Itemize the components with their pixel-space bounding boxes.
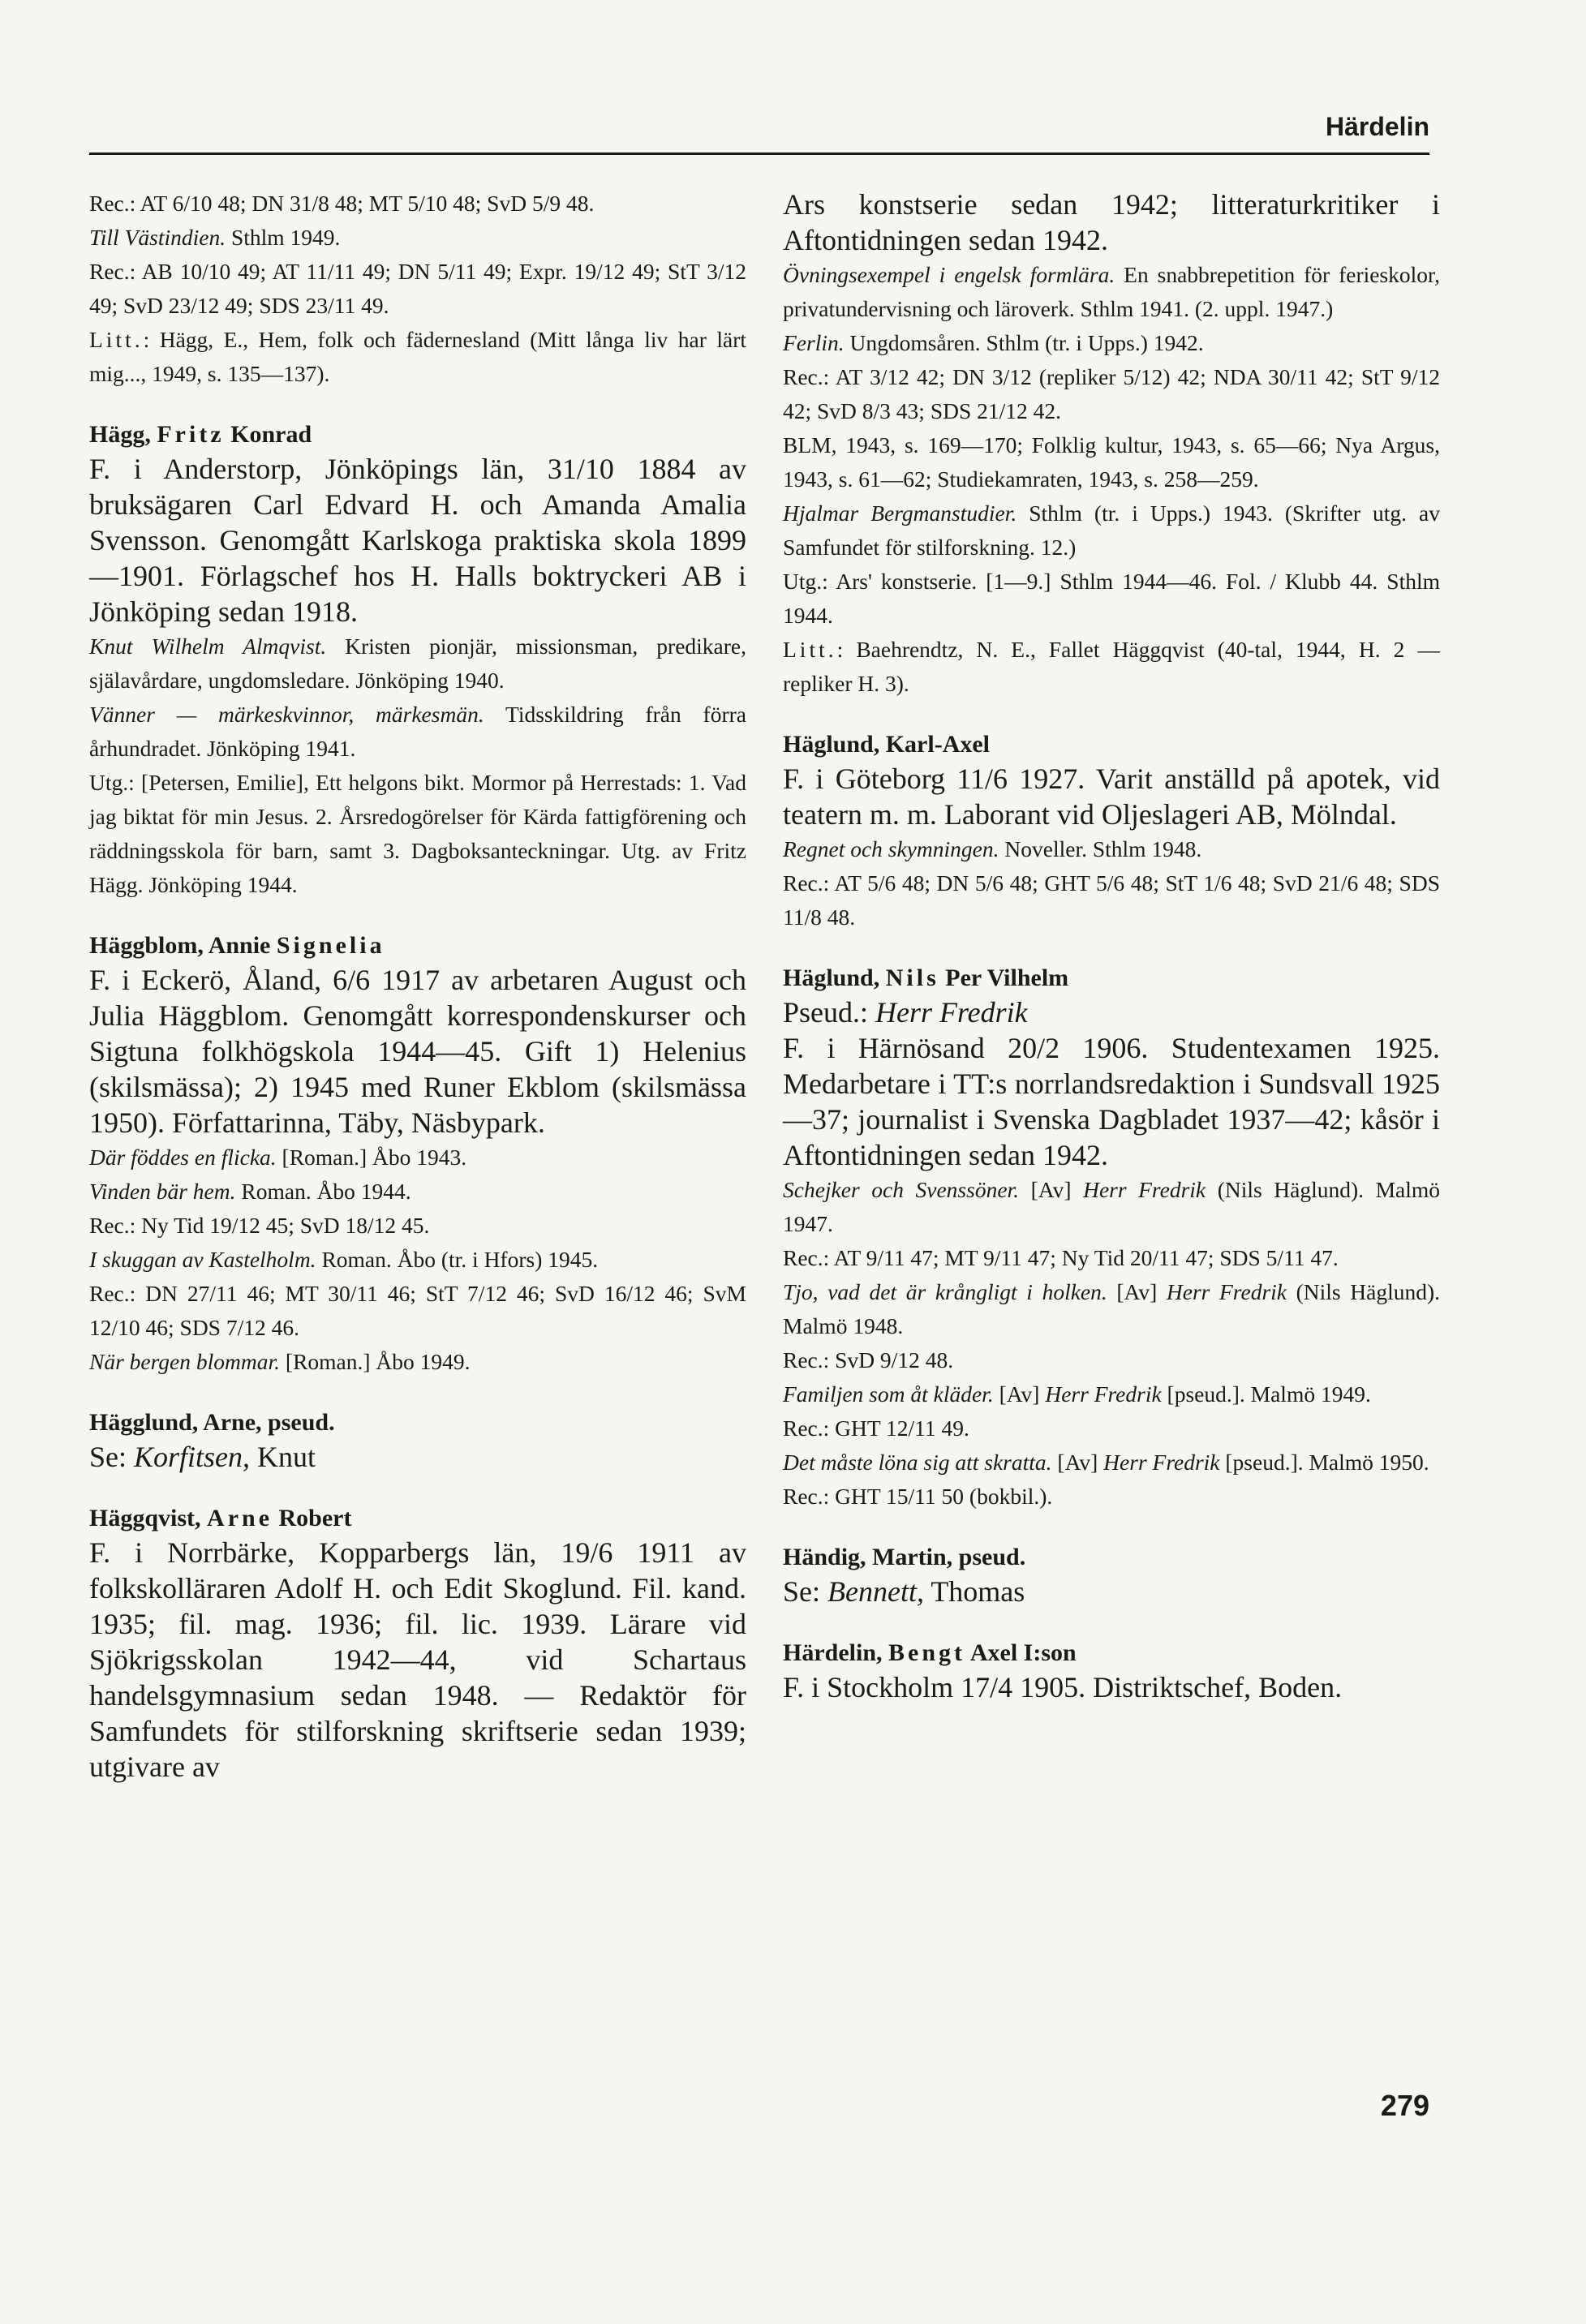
header-rule (89, 152, 1429, 155)
work-line: Tjo, vad det är krångligt i holken. [Av] Herr Fredrik (Nils Häglund). Malmö 1948. (783, 1279, 1440, 1338)
work-line: Övningsexempel i engelsk formlära. En snabbrepetition för ferieskolor, privatundervisning och läroverk. Sthlm 1941. (2. uppl. 1947.) (783, 262, 1440, 321)
entry-heading: Häglund, Karl-Axel (783, 731, 991, 758)
review-line: Rec.: SvD 9/12 48. (783, 1347, 954, 1372)
entry-haggblom-annie (89, 930, 746, 1379)
review-line: BLM, 1943, s. 169—170; Folklig kultur, 1943, s. 65—66; Nya Argus, 1943, s. 61—62; Studiekamraten, 1943, s. 258—259. (783, 432, 1440, 492)
entry-heading: Hägg, Fritz Konrad (89, 421, 312, 448)
see-reference: Se: Korfitsen, Knut (89, 1441, 316, 1473)
work-line: Hjalmar Bergmanstudier. Sthlm (tr. i Upps.) 1943. (Skrifter utg. av Samfundet för stilforskning. 12.) (783, 500, 1440, 560)
review-line: Rec.: Ny Tid 19/12 45; SvD 18/12 45. (89, 1213, 430, 1238)
biography: F. i Norrbärke, Kopparbergs län, 19/6 1911 av folkskolläraren Adolf H. och Edit Skoglund. Fil. kand. 1935; fil. mag. 1936; fil. lic. 1939. Lärare vid Sjökrigsskolan 1942—44, vid Schartaus handelsgymnasium sedan 1948. — Redaktör för Samfundets för stilforskning skriftserie sedan 1939; utgivare av (89, 1536, 746, 1783)
entry-heading: Händig, Martin, pseud. (783, 1544, 1026, 1570)
entry-heading: Härdelin, Bengt Axel I:son (783, 1639, 1077, 1666)
work-line: Vinden bär hem. Roman. Åbo 1944. (89, 1179, 411, 1204)
see-reference: Se: Bennett, Thomas (783, 1575, 1025, 1608)
entry-continued-top (89, 187, 746, 391)
work-line: När bergen blommar. [Roman.] Åbo 1949. (89, 1349, 471, 1374)
review-line: Rec.: GHT 12/11 49. (783, 1415, 969, 1441)
page-number: 279 (1380, 2089, 1429, 2122)
review-line: Rec.: AT 6/10 48; DN 31/8 48; MT 5/10 48; SvD 5/9 48. (89, 191, 595, 216)
entry-haggqvist-arne (89, 1502, 746, 1785)
work-line: Vänner — märkeskvinnor, märkesmän. Tidsskildring från förra århundradet. Jönköping 1941. (89, 702, 746, 761)
entry-handig-martin (783, 1541, 1440, 1609)
biography: F. i Härnösand 20/2 1906. Studentexamen 1925. Medarbetare i TT:s norrlandsredaktion i Sundsvall 1925—37; journalist i Svenska Dagbladet 1937—42; kåsör i Aftontidningen sedan 1942. (783, 1032, 1440, 1171)
left-column (89, 187, 746, 1812)
review-line: Rec.: GHT 15/11 50 (bokbil.). (783, 1484, 1053, 1509)
biography: F. i Anderstorp, Jönköpings län, 31/10 1884 av bruksägaren Carl Edvard H. och Amanda Amalia Svensson. Genomgått Karlskoga praktiska skola 1899—1901. Förlagschef hos H. Halls boktryckeri AB i Jönköping sedan 1918. (89, 453, 746, 628)
work-line: Det måste löna sig att skratta. [Av] Herr Fredrik [pseud.]. Malmö 1950. (783, 1450, 1429, 1475)
pseudonym-line: Pseud.: Herr Fredrik (783, 996, 1028, 1029)
right-column (783, 187, 1440, 1733)
biography: F. i Stockholm 17/4 1905. Distriktschef, Boden. (783, 1671, 1343, 1703)
review-line: Rec.: AT 9/11 47; MT 9/11 47; Ny Tid 20/11 47; SDS 5/11 47. (783, 1245, 1339, 1270)
work-line: Utg.: [Petersen, Emilie], Ett helgons bikt. Mormor på Herrestads: 1. Vad jag biktat för min Jesus. 2. Årsredogörelser för Kärda fattigförening och räddningsskola för barn, samt 3. Dagboksanteckningar. Utg. av Fritz Hägg. Jönköping 1944. (89, 770, 746, 897)
work-line: Där föddes en flicka. [Roman.] Åbo 1943. (89, 1145, 467, 1170)
entry-hagg-fritz (89, 419, 746, 902)
entry-haglund-nils (783, 962, 1440, 1514)
entry-haggqvist-continued (783, 187, 1440, 701)
review-line: Rec.: AB 10/10 49; AT 11/11 49; DN 5/11 49; Expr. 19/12 49; StT 3/12 49; SvD 23/12 49; SDS 23/11 49. (89, 259, 746, 318)
entry-heading: Häggblom, Annie Signelia (89, 932, 385, 959)
entry-hagglund-arne (89, 1407, 746, 1475)
review-line: Rec.: DN 27/11 46; MT 30/11 46; StT 7/12 46; SvD 16/12 46; SvM 12/10 46; SDS 7/12 46. (89, 1281, 746, 1340)
entry-haglund-karl-axel (783, 728, 1440, 934)
work-line: Knut Wilhelm Almqvist. Kristen pionjär, missionsman, predikare, själavårdare, ungdomsledare. Jönköping 1940. (89, 634, 746, 693)
entry-heading: Häggqvist, Arne Robert (89, 1505, 352, 1531)
entry-heading: Hägglund, Arne, pseud. (89, 1409, 335, 1436)
biography: F. i Eckerö, Åland, 6/6 1917 av arbetaren August och Julia Häggblom. Genomgått korrespondenskurser och Sigtuna folkhögskola 1944—45. Gift 1) Helenius (skilsmässa); 2) 1945 med Runer Ekblom (skilsmässa 1950). Författarinna, Täby, Näsbypark. (89, 964, 746, 1139)
work-line: Regnet och skymningen. Noveller. Sthlm 1948. (783, 836, 1202, 861)
review-line: Rec.: AT 5/6 48; DN 5/6 48; GHT 5/6 48; StT 1/6 48; SvD 21/6 48; SDS 11/8 48. (783, 870, 1440, 930)
work-line: Schejker och Svenssöner. [Av] Herr Fredrik (Nils Häglund). Malmö 1947. (783, 1177, 1441, 1236)
literature-line: Litt.: Baehrendtz, N. E., Fallet Häggqvist (40-tal, 1944, H. 2 — repliker H. 3). (783, 637, 1440, 696)
work-line: I skuggan av Kastelholm. Roman. Åbo (tr. i Hfors) 1945. (89, 1247, 599, 1272)
work-line: Till Västindien. Sthlm 1949. (89, 225, 341, 250)
running-head: Härdelin (1325, 112, 1429, 141)
literature-line: Litt.: Hägg, E., Hem, folk och fädernesland (Mitt långa liv har lärt mig..., 1949, s. 135—137). (89, 327, 746, 386)
work-title: Till Västindien. (89, 225, 226, 250)
review-line: Rec.: AT 3/12 42; DN 3/12 (repliker 5/12) 42; NDA 30/11 42; StT 9/12 42; SvD 8/3 43; SDS 21/12 42. (783, 364, 1440, 423)
biography: Ars konstserie sedan 1942; litteraturkritiker i Aftontidningen sedan 1942. (783, 188, 1440, 256)
biography: F. i Göteborg 11/6 1927. Varit anställd på apotek, vid teatern m. m. Laborant vid Oljeslageri AB, Mölndal. (783, 762, 1440, 831)
work-line: Familjen som åt kläder. [Av] Herr Fredrik [pseud.]. Malmö 1949. (783, 1381, 1371, 1407)
entry-hardelin-bengt (783, 1637, 1440, 1705)
entry-heading: Häglund, Nils Per Vilhelm (783, 964, 1069, 991)
work-line: Ferlin. Ungdomsåren. Sthlm (tr. i Upps.) 1942. (783, 330, 1204, 355)
work-line: Utg.: Ars' konstserie. [1—9.] Sthlm 1944—46. Fol. / Klubb 44. Sthlm 1944. (783, 569, 1440, 628)
